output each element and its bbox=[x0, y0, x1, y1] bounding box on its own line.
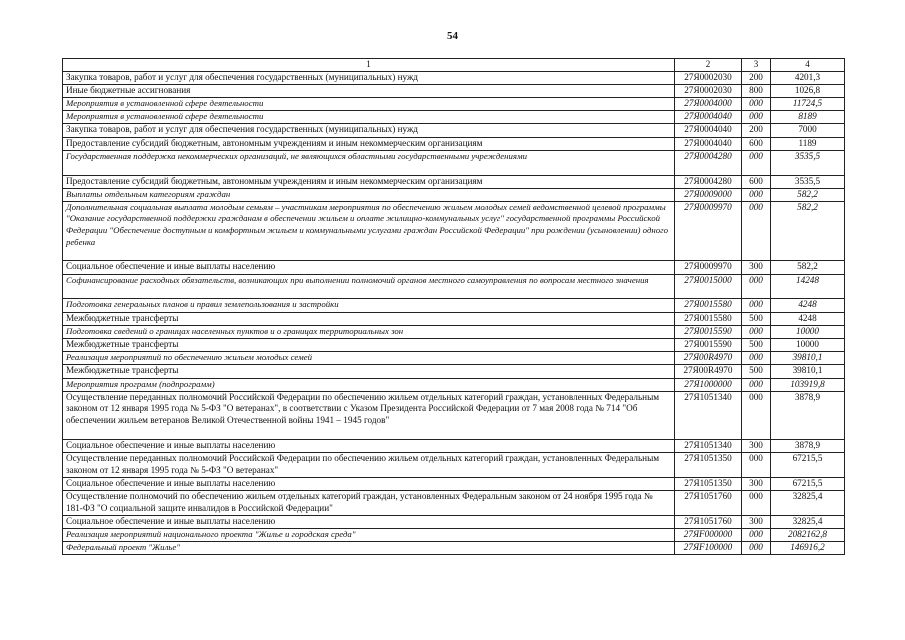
table-row bbox=[63, 439, 845, 452]
row-code-cell: 27Я00R4970 bbox=[675, 352, 742, 365]
row-code-cell: 27Я0004040 bbox=[675, 111, 742, 124]
row-expense-type-cell: 000 bbox=[742, 201, 771, 261]
row-code-cell: 27Я1000000 bbox=[675, 378, 742, 391]
column-header-sum: 4 bbox=[771, 59, 845, 72]
table-row bbox=[63, 452, 845, 477]
row-name-cell: Мероприятия программ (подпрограмм) bbox=[63, 378, 675, 391]
row-code-cell: 27Я00R4970 bbox=[675, 365, 742, 378]
row-name-cell: Иные бюджетные ассигнования bbox=[63, 84, 675, 97]
row-name-cell: Подготовка генеральных планов и правил землепользования и застройки bbox=[63, 299, 675, 312]
table-header-row bbox=[63, 59, 845, 72]
table-row bbox=[63, 528, 845, 541]
row-code-cell: 27Я0004040 bbox=[675, 137, 742, 150]
row-name-cell: Осуществление переданных полномочий Российской Федерации по обеспечению жильем отдельных категорий граждан, установленных Федеральным законом от 12 января 1995 года № 5-ФЗ "О ветеранах", в соответствии с Указом Президента Российской Федерации от 7 мая 2008 года № 714 "Об обеспечении жильем ветеранов Великой Отечественной войны 1941 – 1945 годов" bbox=[63, 391, 675, 439]
table-row bbox=[63, 312, 845, 325]
budget-table bbox=[62, 58, 845, 555]
row-name-cell: Социальное обеспечение и иные выплаты населению bbox=[63, 261, 675, 274]
table-row bbox=[63, 352, 845, 365]
row-sum-cell: 4248 bbox=[771, 299, 845, 312]
table-row bbox=[63, 111, 845, 124]
row-name-cell: Межбюджетные трансферты bbox=[63, 339, 675, 352]
row-expense-type-cell: 000 bbox=[742, 542, 771, 555]
row-sum-cell: 32825,4 bbox=[771, 490, 845, 515]
row-sum-cell: 67215,5 bbox=[771, 477, 845, 490]
row-expense-type-cell: 300 bbox=[742, 261, 771, 274]
row-name-cell: Софинансирование расходных обязательств, возникающих при выполнении полномочий органов местного самоуправления по вопросам местного значения bbox=[63, 274, 675, 299]
row-name-cell: Федеральный проект "Жилье" bbox=[63, 542, 675, 555]
row-sum-cell: 3535,5 bbox=[771, 175, 845, 188]
row-sum-cell: 582,2 bbox=[771, 201, 845, 261]
row-code-cell: 27Я0015590 bbox=[675, 339, 742, 352]
row-expense-type-cell: 000 bbox=[742, 274, 771, 299]
row-expense-type-cell: 800 bbox=[742, 84, 771, 97]
row-code-cell: 27Я0015590 bbox=[675, 325, 742, 338]
row-name-cell: Дополнительная социальная выплата молодым семьям – участникам мероприятия по обеспечению жильем молодых семей ведомственной целевой программы "Оказание государственной поддержки гражданам в обеспечении жильем и оплате жилищно-коммунальных услуг" государственной программы Российской Федерации "Обеспечение доступным и комфортным жильем и коммунальными услугами граждан Российской Федерации" при рождении (усыновлении) одного ребенка bbox=[63, 201, 675, 261]
row-code-cell: 27Я0004280 bbox=[675, 175, 742, 188]
row-sum-cell: 7000 bbox=[771, 124, 845, 137]
row-name-cell: Подготовка сведений о границах населенных пунктов и о границах территориальных зон bbox=[63, 325, 675, 338]
row-expense-type-cell: 500 bbox=[742, 339, 771, 352]
row-expense-type-cell: 500 bbox=[742, 365, 771, 378]
row-name-cell: Социальное обеспечение и иные выплаты населению bbox=[63, 515, 675, 528]
row-expense-type-cell: 600 bbox=[742, 175, 771, 188]
row-sum-cell: 2082162,8 bbox=[771, 528, 845, 541]
row-expense-type-cell: 000 bbox=[742, 325, 771, 338]
row-sum-cell: 39810,1 bbox=[771, 365, 845, 378]
row-code-cell: 27Я0015580 bbox=[675, 299, 742, 312]
row-code-cell: 27Я1051340 bbox=[675, 439, 742, 452]
row-sum-cell: 582,2 bbox=[771, 261, 845, 274]
row-expense-type-cell: 300 bbox=[742, 515, 771, 528]
table-row bbox=[63, 365, 845, 378]
row-code-cell: 27Я0009970 bbox=[675, 261, 742, 274]
row-code-cell: 27Я1051760 bbox=[675, 490, 742, 515]
row-expense-type-cell: 000 bbox=[742, 150, 771, 175]
row-sum-cell: 3878,9 bbox=[771, 439, 845, 452]
table-row bbox=[63, 515, 845, 528]
row-code-cell: 27Я0002030 bbox=[675, 71, 742, 84]
row-expense-type-cell: 000 bbox=[742, 452, 771, 477]
table-row bbox=[63, 274, 845, 299]
row-expense-type-cell: 600 bbox=[742, 137, 771, 150]
row-expense-type-cell: 000 bbox=[742, 97, 771, 110]
column-header-name: 1 bbox=[63, 59, 675, 72]
table-row bbox=[63, 477, 845, 490]
row-sum-cell: 1026,8 bbox=[771, 84, 845, 97]
row-sum-cell: 103919,8 bbox=[771, 378, 845, 391]
row-expense-type-cell: 000 bbox=[742, 528, 771, 541]
row-sum-cell: 10000 bbox=[771, 325, 845, 338]
row-sum-cell: 582,2 bbox=[771, 188, 845, 201]
row-expense-type-cell: 000 bbox=[742, 111, 771, 124]
row-expense-type-cell: 000 bbox=[742, 391, 771, 439]
table-row bbox=[63, 542, 845, 555]
row-code-cell: 27Я0004040 bbox=[675, 124, 742, 137]
table-row bbox=[63, 71, 845, 84]
row-code-cell: 27Я0015580 bbox=[675, 312, 742, 325]
row-sum-cell: 1189 bbox=[771, 137, 845, 150]
row-expense-type-cell: 200 bbox=[742, 71, 771, 84]
column-header-expense-type: 3 bbox=[742, 59, 771, 72]
row-sum-cell: 10000 bbox=[771, 339, 845, 352]
row-expense-type-cell: 000 bbox=[742, 352, 771, 365]
row-expense-type-cell: 000 bbox=[742, 299, 771, 312]
table-row bbox=[63, 325, 845, 338]
row-sum-cell: 39810,1 bbox=[771, 352, 845, 365]
row-expense-type-cell: 300 bbox=[742, 439, 771, 452]
row-sum-cell: 14248 bbox=[771, 274, 845, 299]
table-row bbox=[63, 84, 845, 97]
row-expense-type-cell: 200 bbox=[742, 124, 771, 137]
table-row bbox=[63, 378, 845, 391]
row-expense-type-cell: 000 bbox=[742, 188, 771, 201]
table-row bbox=[63, 490, 845, 515]
row-code-cell: 27Я1051760 bbox=[675, 515, 742, 528]
row-name-cell: Выплаты отдельным категориям граждан bbox=[63, 188, 675, 201]
row-name-cell: Реализация мероприятий по обеспечению жильем молодых семей bbox=[63, 352, 675, 365]
page-number: 54 bbox=[447, 30, 458, 42]
table-row bbox=[63, 201, 845, 261]
row-name-cell: Реализация мероприятий национального проекта "Жилье и городская среда" bbox=[63, 528, 675, 541]
row-code-cell: 27Я0002030 bbox=[675, 84, 742, 97]
row-name-cell: Государственная поддержка некоммерческих организаций, не являющихся областными государственными учреждениями bbox=[63, 150, 675, 175]
row-name-cell: Социальное обеспечение и иные выплаты населению bbox=[63, 477, 675, 490]
table-row bbox=[63, 124, 845, 137]
row-code-cell: 27Я1051340 bbox=[675, 391, 742, 439]
row-code-cell: 27ЯF100000 bbox=[675, 542, 742, 555]
row-name-cell: Закупка товаров, работ и услуг для обеспечения государственных (муниципальных) нужд bbox=[63, 71, 675, 84]
table-row bbox=[63, 150, 845, 175]
table-row bbox=[63, 188, 845, 201]
table-row bbox=[63, 299, 845, 312]
row-code-cell: 27Я0009970 bbox=[675, 201, 742, 261]
row-expense-type-cell: 500 bbox=[742, 312, 771, 325]
row-sum-cell: 3535,5 bbox=[771, 150, 845, 175]
row-code-cell: 27Я0015000 bbox=[675, 274, 742, 299]
row-code-cell: 27Я0009000 bbox=[675, 188, 742, 201]
row-name-cell: Межбюджетные трансферты bbox=[63, 312, 675, 325]
row-name-cell: Мероприятия в установленной сфере деятельности bbox=[63, 97, 675, 110]
row-name-cell: Закупка товаров, работ и услуг для обеспечения государственных (муниципальных) нужд bbox=[63, 124, 675, 137]
table-row bbox=[63, 175, 845, 188]
column-header-code: 2 bbox=[675, 59, 742, 72]
row-sum-cell: 67215,5 bbox=[771, 452, 845, 477]
table-row bbox=[63, 261, 845, 274]
row-name-cell: Предоставление субсидий бюджетным, автономным учреждениям и иным некоммерческим организациям bbox=[63, 137, 675, 150]
row-name-cell: Осуществление переданных полномочий Российской Федерации по обеспечению жильем отдельных категорий граждан, установленных Федеральным законом от 12 января 1995 года № 5-ФЗ "О ветеранах" bbox=[63, 452, 675, 477]
row-code-cell: 27Я0004000 bbox=[675, 97, 742, 110]
row-expense-type-cell: 000 bbox=[742, 378, 771, 391]
row-name-cell: Социальное обеспечение и иные выплаты населению bbox=[63, 439, 675, 452]
row-code-cell: 27Я1051350 bbox=[675, 452, 742, 477]
row-name-cell: Мероприятия в установленной сфере деятельности bbox=[63, 111, 675, 124]
row-code-cell: 27Я0004280 bbox=[675, 150, 742, 175]
table-body bbox=[63, 71, 845, 555]
row-sum-cell: 146916,2 bbox=[771, 542, 845, 555]
table-row bbox=[63, 391, 845, 439]
row-sum-cell: 11724,5 bbox=[771, 97, 845, 110]
row-name-cell: Осуществление полномочий по обеспечению жильем отдельных категорий граждан, установленных Федеральным законом от 24 ноября 1995 года № 181-ФЗ "О социальной защите инвалидов в Российской Федерации" bbox=[63, 490, 675, 515]
row-sum-cell: 32825,4 bbox=[771, 515, 845, 528]
table-row bbox=[63, 97, 845, 110]
row-expense-type-cell: 000 bbox=[742, 490, 771, 515]
table-row bbox=[63, 339, 845, 352]
row-code-cell: 27Я1051350 bbox=[675, 477, 742, 490]
row-sum-cell: 3878,9 bbox=[771, 391, 845, 439]
row-code-cell: 27ЯF000000 bbox=[675, 528, 742, 541]
row-expense-type-cell: 300 bbox=[742, 477, 771, 490]
table-row bbox=[63, 137, 845, 150]
row-name-cell: Предоставление субсидий бюджетным, автономным учреждениям и иным некоммерческим организациям bbox=[63, 175, 675, 188]
row-name-cell: Межбюджетные трансферты bbox=[63, 365, 675, 378]
row-sum-cell: 4201,3 bbox=[771, 71, 845, 84]
row-sum-cell: 4248 bbox=[771, 312, 845, 325]
row-sum-cell: 8189 bbox=[771, 111, 845, 124]
